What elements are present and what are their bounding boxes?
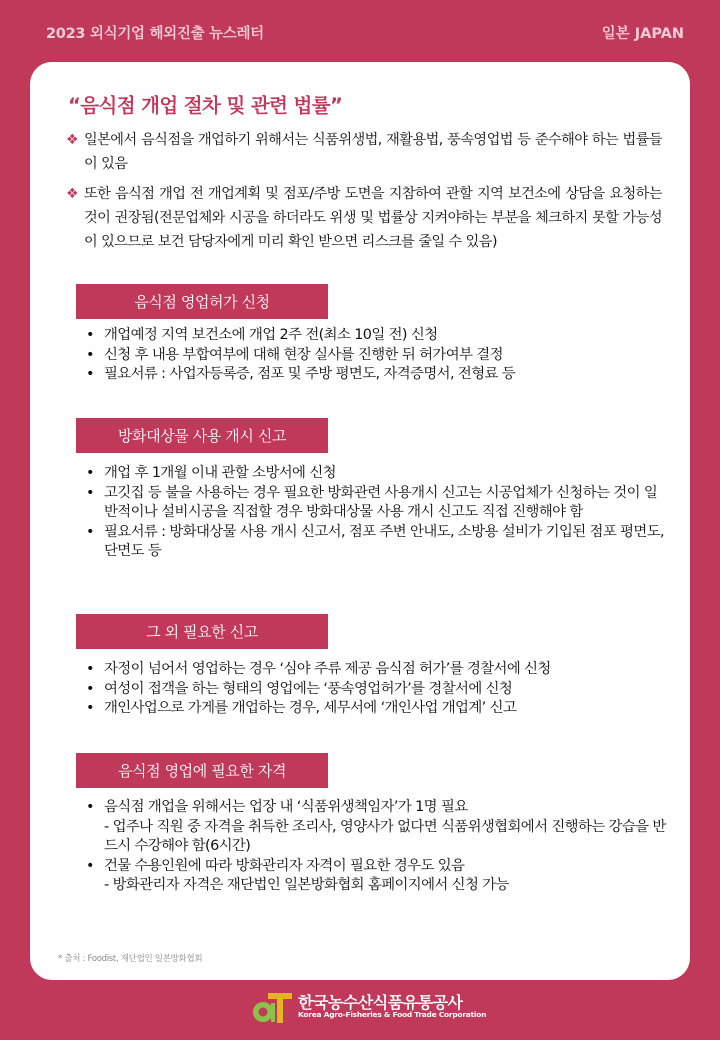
list-item-text: 건물 수용인원에 따라 방화관리자 자격이 필요한 경우도 있음: [104, 857, 465, 874]
list-bullet: •: [86, 346, 94, 363]
list-bullet: •: [86, 366, 94, 382]
section-heading-business-permit: 음식점 영업허가 신청: [76, 284, 328, 319]
list-item: [86, 346, 666, 366]
list-item: [86, 857, 666, 877]
country-label: 일본 JAPAN: [601, 26, 684, 42]
newsletter-title: 2023 외식기업 해외진출 뉴스레터: [46, 26, 264, 42]
intro-bullet: [66, 128, 662, 176]
org-name-korean: 한국농수산식품유통공사: [298, 993, 463, 1012]
list-bullet: •: [86, 484, 94, 501]
list-item-text: 개업예정 지역 보건소에 개업 2주 전(최소 10일 전) 신청: [104, 327, 438, 343]
list-item-text: 고깃집 등 불을 사용하는 경우 필요한 방화관련 사용개시 신고는 시공업체가 신청하는 것이 일반적이나 설비시공을 직접할 경우 방화대상물 사용 개시 신고도 직접 진행해야 함: [104, 484, 658, 520]
list-bullet: •: [86, 465, 94, 481]
list-bullet: •: [86, 327, 94, 343]
page-title: “음식점 개업 절차 및 관련 법률”: [68, 94, 343, 117]
source-note: * 출처 : Foodist, 재단법인 일본방화협회: [58, 954, 203, 964]
top-bar: [0, 0, 720, 62]
list-item: [86, 326, 666, 346]
section-list-other-reports: [86, 660, 666, 719]
list-item: [86, 699, 666, 719]
intro-bullet-text: 또한 음식점 개업 전 개업계획 및 점포/주방 도면을 지참하여 관할 지역 보건소에 상담을 요청하는 것이 권장됨(전문업체와 시공을 하더라도 위생 및 법률상 지켜야하는 부분을 체크하지 못할 가능성이 있으므로 보건 담당자에게 미리 확인 받으면 리스크를 줄일 수 있음): [84, 186, 662, 250]
list-item: [86, 523, 666, 562]
org-name-english: Korea Agro-Fisheries & Food Trade Corporation: [298, 1010, 487, 1019]
list-item-text: 필요서류 : 방화대상물 사용 개시 신고서, 점포 주변 안내도, 소방용 설비가 기입된 점포 평면도, 단면도 등: [104, 523, 664, 559]
list-item-text: 필요서류 : 사업자등록증, 점포 및 주방 평면도, 자격증명서, 전형료 등: [104, 366, 516, 382]
list-item: [86, 680, 666, 700]
list-bullet: •: [86, 661, 94, 677]
list-sub-item: - 업주나 직원 중 자격을 취득한 조리사, 영양사가 없다면 식품위생협회에서 진행하는 강습을 반드시 수강해야 함(6시간): [104, 818, 666, 854]
section-heading-other-reports: 그 외 필요한 신고: [76, 614, 328, 649]
list-item: [86, 798, 666, 818]
intro-bullets: [66, 128, 662, 260]
list-item-text: 신청 후 내용 부합여부에 대해 현장 실사를 진행한 뒤 허가여부 결정: [104, 346, 503, 363]
section-list-qualifications: [86, 798, 666, 896]
content-card: [30, 62, 690, 980]
list-item: [86, 660, 666, 680]
section-heading-fire-report: 방화대상물 사용 개시 신고: [76, 418, 328, 453]
list-bullet: •: [86, 799, 94, 815]
list-bullet: •: [86, 700, 94, 716]
section-list-fire-report: [86, 464, 666, 562]
intro-bullet: [66, 182, 662, 254]
list-sub-item: - 방화관리자 자격은 재단법인 일본방화협회 홈페이지에서 신청 가능: [104, 877, 509, 893]
section-heading-qualifications: 음식점 영업에 필요한 자격: [76, 753, 328, 788]
list-item-text: 여성이 접객을 하는 형태의 영업에는 ‘풍속영업허가’를 경찰서에 신청: [104, 680, 513, 697]
list-bullet: •: [86, 680, 94, 697]
at-logo-icon: [252, 990, 294, 1026]
list-item-text: 개인사업으로 가게를 개업하는 경우, 세무서에 ‘개인사업 개업계’ 신고: [104, 700, 517, 716]
list-item-text: 개업 후 1개월 이내 관할 소방서에 신청: [104, 465, 336, 481]
list-item: [86, 464, 666, 484]
list-bullet: •: [86, 857, 94, 874]
diamond-bullet-icon: ❖: [66, 132, 79, 148]
list-item: [86, 365, 666, 385]
list-item: [86, 484, 666, 523]
list-item-text: 음식점 개업을 위해서는 업장 내 ‘식품위생책임자’가 1명 필요: [104, 799, 468, 815]
section-list-business-permit: [86, 326, 666, 385]
list-item-text: 자정이 넘어서 영업하는 경우 ‘심야 주류 제공 음식점 허가’를 경찰서에 신청: [104, 661, 551, 677]
diamond-bullet-icon: ❖: [66, 186, 79, 202]
footer: [0, 988, 720, 1028]
list-bullet: •: [86, 523, 94, 540]
intro-bullet-text: 일본에서 음식점을 개업하기 위해서는 식품위생법, 재활용법, 풍속영업법 등 준수해야 하는 법률들이 있음: [84, 132, 662, 172]
